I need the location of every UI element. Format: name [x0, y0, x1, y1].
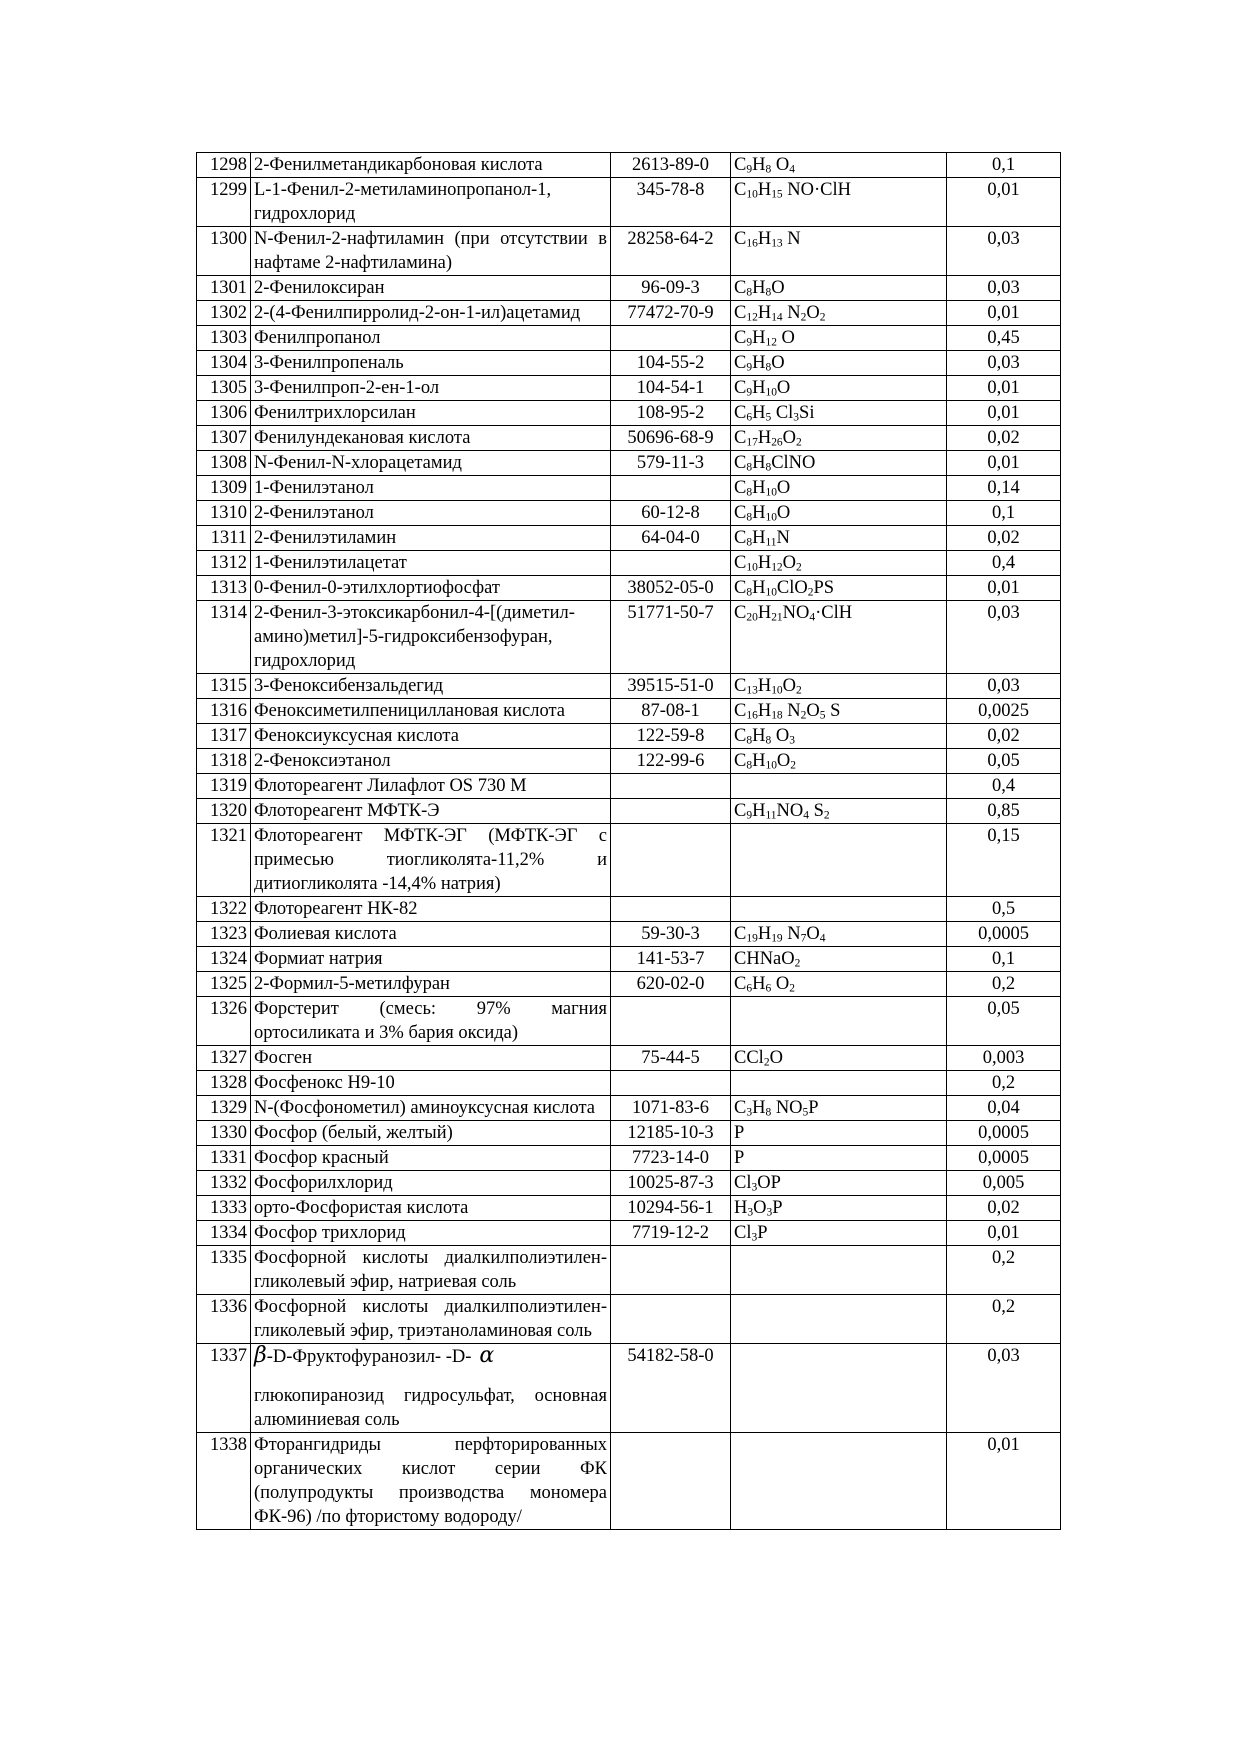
limit-value: 0,0005 [947, 1121, 1061, 1146]
cas-number: 12185-10-3 [611, 1121, 731, 1146]
row-number: 1310 [197, 501, 251, 526]
substance-name: N-Фенил-2-нафтиламин (при отсутствии в нафтаме 2-нафтиламина) [251, 227, 611, 276]
row-number: 1320 [197, 799, 251, 824]
table-row [197, 1433, 1061, 1530]
limit-value: 0,2 [947, 1071, 1061, 1096]
table-row [197, 972, 1061, 997]
table-row [197, 326, 1061, 351]
chemical-formula: $C_9H_8$ $O_4$ [731, 153, 947, 178]
substance-name: Фосфор (белый, желтый) [251, 1121, 611, 1146]
limit-value: 0,01 [947, 576, 1061, 601]
chemical-formula: $C_{10}H_{15}$ NO·ClH [731, 178, 947, 227]
substance-name: Феноксиметилпенициллановая кислота [251, 699, 611, 724]
substance-name: Фосфорной кислоты диалкилполиэтилен-гликолевый эфир, натриевая соль [251, 1246, 611, 1295]
cas-number [611, 1071, 731, 1096]
table-row [197, 674, 1061, 699]
chemical-formula: P [731, 1121, 947, 1146]
limit-value: 0,02 [947, 1196, 1061, 1221]
cas-number [611, 1246, 731, 1295]
row-number: 1298 [197, 153, 251, 178]
limit-value: 0,1 [947, 501, 1061, 526]
cas-number: 51771-50-7 [611, 601, 731, 674]
limit-value: 0,04 [947, 1096, 1061, 1121]
substance-name: Формиат натрия [251, 947, 611, 972]
cas-number: 122-99-6 [611, 749, 731, 774]
table-row [197, 351, 1061, 376]
table-row [197, 799, 1061, 824]
substances-table [196, 152, 1061, 1530]
row-number: 1316 [197, 699, 251, 724]
row-number: 1309 [197, 476, 251, 501]
limit-value: 0,02 [947, 526, 1061, 551]
substance-name: 3-Феноксибензальдегид [251, 674, 611, 699]
table-row [197, 699, 1061, 724]
cas-number: 2613-89-0 [611, 153, 731, 178]
substance-name: Фосфор трихлорид [251, 1221, 611, 1246]
limit-value: 0,03 [947, 1344, 1061, 1433]
chemical-formula: $C_8H_{10}O$ [731, 476, 947, 501]
cas-number: 87-08-1 [611, 699, 731, 724]
table-row [197, 947, 1061, 972]
limit-value: 0,03 [947, 227, 1061, 276]
row-number: 1322 [197, 897, 251, 922]
row-number: 1335 [197, 1246, 251, 1295]
chemical-formula [731, 824, 947, 897]
table-row [197, 601, 1061, 674]
beta-symbol: β [254, 1343, 267, 1368]
table-row [197, 476, 1061, 501]
substance-name [251, 1344, 611, 1433]
limit-value: 0,005 [947, 1171, 1061, 1196]
table-row [197, 1071, 1061, 1096]
cas-number [611, 326, 731, 351]
substance-name: Фолиевая кислота [251, 922, 611, 947]
table-row [197, 227, 1061, 276]
substance-name: N-(Фосфонометил) аминоуксусная кислота [251, 1096, 611, 1121]
limit-value: 0,03 [947, 601, 1061, 674]
table-row [197, 401, 1061, 426]
chemical-formula: $C_8H_{11}N$ [731, 526, 947, 551]
cas-number: 7719-12-2 [611, 1221, 731, 1246]
table-row [197, 1221, 1061, 1246]
cas-number [611, 1433, 731, 1530]
table-row [197, 276, 1061, 301]
chemical-formula: $C_{16}H_{13}$ N [731, 227, 947, 276]
limit-value: 0,4 [947, 551, 1061, 576]
cas-number: 60-12-8 [611, 501, 731, 526]
limit-value: 0,01 [947, 178, 1061, 227]
limit-value: 0,01 [947, 376, 1061, 401]
table-row [197, 1046, 1061, 1071]
chemical-formula: $C_9H_{10}O$ [731, 376, 947, 401]
alpha-symbol: α [479, 1343, 495, 1368]
limit-value: 0,01 [947, 1433, 1061, 1530]
cas-number [611, 824, 731, 897]
limit-value: 0,03 [947, 351, 1061, 376]
row-number: 1306 [197, 401, 251, 426]
chemical-formula [731, 1295, 947, 1344]
row-number: 1329 [197, 1096, 251, 1121]
chemical-formula: $Cl_3OP$ [731, 1171, 947, 1196]
substance-name: 2-Формил-5-метилфуран [251, 972, 611, 997]
chemical-formula: $C_{13}H_{10}O_2$ [731, 674, 947, 699]
substance-name: 2-Фенил-3-этоксикарбонил-4-[(диметил-амино)метил]-5-гидроксибензофуран, гидрохлорид [251, 601, 611, 674]
table-row [197, 576, 1061, 601]
table-body [197, 153, 1061, 1530]
cas-number: 50696-68-9 [611, 426, 731, 451]
row-number: 1328 [197, 1071, 251, 1096]
cas-number: 39515-51-0 [611, 674, 731, 699]
cas-number: 104-55-2 [611, 351, 731, 376]
chemical-formula: $C_9H_8O$ [731, 351, 947, 376]
row-number: 1307 [197, 426, 251, 451]
substance-name: Флотореагент МФТК-Э [251, 799, 611, 824]
chemical-formula [731, 1246, 947, 1295]
table-row [197, 551, 1061, 576]
substance-name: Фосфорилхлорид [251, 1171, 611, 1196]
chemical-formula [731, 997, 947, 1046]
limit-value: 0,45 [947, 326, 1061, 351]
row-number: 1313 [197, 576, 251, 601]
row-number: 1332 [197, 1171, 251, 1196]
table-row [197, 301, 1061, 326]
cas-number: 7723-14-0 [611, 1146, 731, 1171]
limit-value: 0,4 [947, 774, 1061, 799]
chemical-formula [731, 1344, 947, 1433]
chemical-formula: $C_8H_{10}O_2$ [731, 749, 947, 774]
cas-number: 345-78-8 [611, 178, 731, 227]
limit-value: 0,14 [947, 476, 1061, 501]
table-row [197, 1171, 1061, 1196]
chemical-formula: $C_9H_{11}NO_4$ $S_2$ [731, 799, 947, 824]
table-row [197, 1295, 1061, 1344]
substance-name: 2-(4-Фенилпирролид-2-он-1-ил)ацетамид [251, 301, 611, 326]
row-number: 1305 [197, 376, 251, 401]
limit-value: 0,1 [947, 153, 1061, 178]
substance-name: 2-Фенилметандикарбоновая кислота [251, 153, 611, 178]
substance-name: Фосфор красный [251, 1146, 611, 1171]
substance-name: Флотореагент МФТК-ЭГ (МФТК-ЭГ с примесью тиогликолята-11,2% и дитиогликолята -14,4% натрия) [251, 824, 611, 897]
substance-name: Флотореагент Лилафлот OS 730 М [251, 774, 611, 799]
row-number: 1318 [197, 749, 251, 774]
row-number: 1303 [197, 326, 251, 351]
table-row [197, 922, 1061, 947]
row-number: 1333 [197, 1196, 251, 1221]
cas-number: 75-44-5 [611, 1046, 731, 1071]
cas-number [611, 551, 731, 576]
substance-name: 2-Фенилэтанол [251, 501, 611, 526]
table-row [197, 1146, 1061, 1171]
limit-value: 0,01 [947, 1221, 1061, 1246]
row-number: 1326 [197, 997, 251, 1046]
row-number: 1301 [197, 276, 251, 301]
cas-number [611, 476, 731, 501]
limit-value: 0,003 [947, 1046, 1061, 1071]
chemical-formula: CHNaO$_2$ [731, 947, 947, 972]
cas-number: 10025-87-3 [611, 1171, 731, 1196]
cas-number [611, 774, 731, 799]
substance-name: 1-Фенилэтилацетат [251, 551, 611, 576]
row-number: 1299 [197, 178, 251, 227]
row-number: 1314 [197, 601, 251, 674]
row-number: 1327 [197, 1046, 251, 1071]
table-row [197, 997, 1061, 1046]
cas-number [611, 799, 731, 824]
chemical-formula: $C_{10}H_{12}O_2$ [731, 551, 947, 576]
row-number: 1311 [197, 526, 251, 551]
table-row [197, 1344, 1061, 1433]
chemical-formula: $C_3H_8$ $NO_5P$ [731, 1096, 947, 1121]
cas-number: 38052-05-0 [611, 576, 731, 601]
chemical-formula [731, 1071, 947, 1096]
cas-number: 28258-64-2 [611, 227, 731, 276]
row-number: 1336 [197, 1295, 251, 1344]
row-number: 1302 [197, 301, 251, 326]
limit-value: 0,85 [947, 799, 1061, 824]
table-row [197, 1196, 1061, 1221]
chemical-formula: $C_{19}H_{19}$ $N_7O_4$ [731, 922, 947, 947]
chemical-formula: $C_{20}H_{21}NO_4\cdot ClH$ [731, 601, 947, 674]
chemical-formula: $C_8H_8O$ [731, 276, 947, 301]
chemical-formula: P [731, 1146, 947, 1171]
row-number: 1304 [197, 351, 251, 376]
table-row [197, 501, 1061, 526]
cas-number: 77472-70-9 [611, 301, 731, 326]
chemical-formula: $H_3O_3P$ [731, 1196, 947, 1221]
substance-name: Фенилундекановая кислота [251, 426, 611, 451]
row-number: 1331 [197, 1146, 251, 1171]
limit-value: 0,01 [947, 401, 1061, 426]
limit-value: 0,0005 [947, 1146, 1061, 1171]
limit-value: 0,0025 [947, 699, 1061, 724]
table-row [197, 1096, 1061, 1121]
cas-number: 141-53-7 [611, 947, 731, 972]
substance-name: 3-Фенилпропеналь [251, 351, 611, 376]
substance-name: Фторангидриды перфторированных органических кислот серии ФК (полупродукты производства мономера ФК-96) /по фтористому водороду/ [251, 1433, 611, 1530]
limit-value: 0,05 [947, 997, 1061, 1046]
table-row [197, 774, 1061, 799]
row-number: 1300 [197, 227, 251, 276]
row-number: 1334 [197, 1221, 251, 1246]
limit-value: 0,03 [947, 674, 1061, 699]
substance-name: Фенилтрихлорсилан [251, 401, 611, 426]
substance-name: орто-Фосфористая кислота [251, 1196, 611, 1221]
limit-value: 0,2 [947, 1246, 1061, 1295]
row-number: 1324 [197, 947, 251, 972]
table-row [197, 526, 1061, 551]
cas-number: 620-02-0 [611, 972, 731, 997]
cas-number [611, 997, 731, 1046]
table-row [197, 153, 1061, 178]
chemical-formula: $C_{12}H_{14}$ $N_2O_2$ [731, 301, 947, 326]
table-row [197, 426, 1061, 451]
table-row [197, 1246, 1061, 1295]
limit-value: 0,2 [947, 972, 1061, 997]
substance-name-part: -D-Фруктофуранозил- -D- [266, 1347, 472, 1367]
substance-name: Форстерит (смесь: 97% магния ортосиликата и 3% бария оксида) [251, 997, 611, 1046]
chemical-formula: $C_9H_{12}$ O [731, 326, 947, 351]
chemical-formula: $C_6H_5$ $Cl_3Si$ [731, 401, 947, 426]
row-number: 1308 [197, 451, 251, 476]
substance-name: L-1-Фенил-2-метиламинопропанол-1, гидрохлорид [251, 178, 611, 227]
substance-name: 2-Феноксиэтанол [251, 749, 611, 774]
substance-name: Фенилпропанол [251, 326, 611, 351]
row-number: 1338 [197, 1433, 251, 1530]
substance-name: Феноксиуксусная кислота [251, 724, 611, 749]
chemical-formula: $C_6H_6$ $O_2$ [731, 972, 947, 997]
limit-value: 0,02 [947, 724, 1061, 749]
chemical-formula: $C_8H_8$ $O_3$ [731, 724, 947, 749]
substance-name: 2-Фенилоксиран [251, 276, 611, 301]
limit-value: 0,2 [947, 1295, 1061, 1344]
row-number: 1317 [197, 724, 251, 749]
cas-number: 579-11-3 [611, 451, 731, 476]
table-row [197, 1121, 1061, 1146]
row-number: 1323 [197, 922, 251, 947]
substance-name: Фосген [251, 1046, 611, 1071]
cas-number [611, 897, 731, 922]
limit-value: 0,05 [947, 749, 1061, 774]
row-number: 1337 [197, 1344, 251, 1433]
chemical-formula: CCl$_2$O [731, 1046, 947, 1071]
cas-number: 64-04-0 [611, 526, 731, 551]
chemical-formula: $C_8H_8ClNO$ [731, 451, 947, 476]
row-number: 1330 [197, 1121, 251, 1146]
substance-name: Фосфенокс Н9-10 [251, 1071, 611, 1096]
table-row [197, 178, 1061, 227]
table-row [197, 749, 1061, 774]
substance-name: 2-Фенилэтиламин [251, 526, 611, 551]
cas-number: 122-59-8 [611, 724, 731, 749]
substance-name-line2: глюкопиранозид гидросульфат, основная алюминиевая соль [254, 1386, 607, 1430]
limit-value: 0,5 [947, 897, 1061, 922]
chemical-formula [731, 897, 947, 922]
cas-number: 10294-56-1 [611, 1196, 731, 1221]
chemical-formula: $Cl_3P$ [731, 1221, 947, 1246]
limit-value: 0,15 [947, 824, 1061, 897]
substance-name: Фосфорной кислоты диалкилполиэтилен-гликолевый эфир, триэтаноламиновая соль [251, 1295, 611, 1344]
table-row [197, 724, 1061, 749]
chemical-formula: $C_{16}H_{18}$ $N_2O_5$ S [731, 699, 947, 724]
table-row [197, 376, 1061, 401]
limit-value: 0,1 [947, 947, 1061, 972]
row-number: 1325 [197, 972, 251, 997]
chemical-formula: $C_8H_{10}O$ [731, 501, 947, 526]
chemical-formula: $C_8H_{10}ClO_2PS$ [731, 576, 947, 601]
row-number: 1321 [197, 824, 251, 897]
chemical-formula: $C_{17}H_{26}O_2$ [731, 426, 947, 451]
limit-value: 0,01 [947, 451, 1061, 476]
row-number: 1315 [197, 674, 251, 699]
table-row [197, 451, 1061, 476]
limit-value: 0,0005 [947, 922, 1061, 947]
substance-name-line1 [254, 1344, 607, 1368]
limit-value: 0,01 [947, 301, 1061, 326]
chemical-formula [731, 774, 947, 799]
limit-value: 0,03 [947, 276, 1061, 301]
cas-number: 108-95-2 [611, 401, 731, 426]
cas-number: 54182-58-0 [611, 1344, 731, 1433]
table-row [197, 897, 1061, 922]
limit-value: 0,02 [947, 426, 1061, 451]
cas-number: 59-30-3 [611, 922, 731, 947]
cas-number [611, 1295, 731, 1344]
row-number: 1312 [197, 551, 251, 576]
chemical-formula [731, 1433, 947, 1530]
substance-name: N-Фенил-N-хлорацетамид [251, 451, 611, 476]
substance-name: Флотореагент НК-82 [251, 897, 611, 922]
cas-number: 1071-83-6 [611, 1096, 731, 1121]
table-row [197, 824, 1061, 897]
substance-name: 0-Фенил-0-этилхлортиофосфат [251, 576, 611, 601]
cas-number: 96-09-3 [611, 276, 731, 301]
cas-number: 104-54-1 [611, 376, 731, 401]
row-number: 1319 [197, 774, 251, 799]
substance-name: 3-Фенилпроп-2-ен-1-ол [251, 376, 611, 401]
substance-name: 1-Фенилэтанол [251, 476, 611, 501]
